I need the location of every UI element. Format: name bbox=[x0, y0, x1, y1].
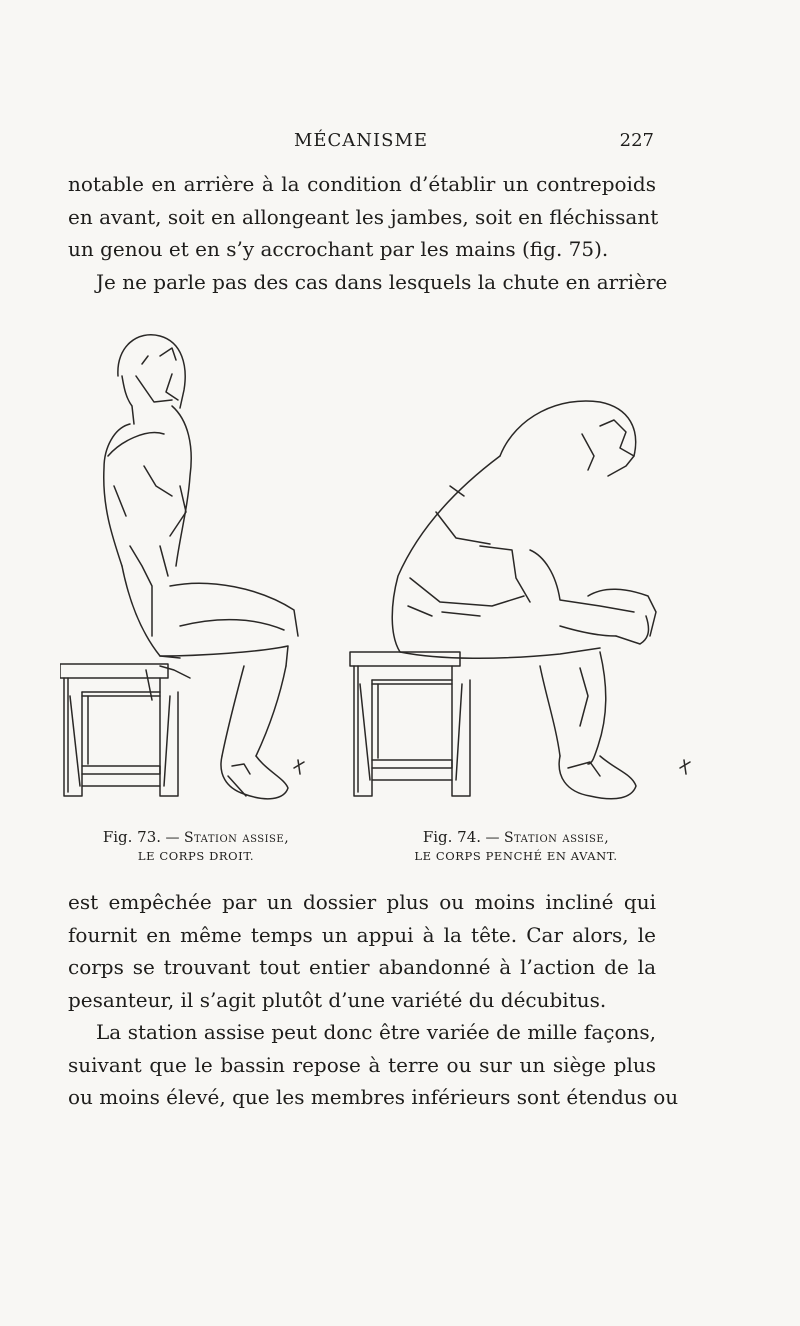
caption-subtitle: LE CORPS DROIT. bbox=[137, 849, 255, 863]
caption-fig-74 bbox=[396, 828, 636, 865]
figure-illustrations bbox=[60, 316, 700, 826]
text-line: en avant, soit en allongeant les jambes, soit en fléchissant bbox=[68, 204, 659, 229]
page-number: 227 bbox=[619, 130, 654, 151]
running-title: MÉCANISME bbox=[293, 130, 429, 151]
text-line: ou moins élevé, que les membres inférieurs sont étendus ou bbox=[68, 1085, 679, 1109]
text-line: fournit en même temps un appui à la tête. Car alors, le bbox=[68, 922, 656, 947]
seated-figures-illustration bbox=[60, 316, 700, 826]
text-line: est empêchée par un dossier plus ou moins incliné qui bbox=[68, 890, 656, 914]
text-line: un genou et en s’y accrochant par les mains (fig. 75). bbox=[68, 237, 609, 261]
page-header bbox=[68, 130, 654, 158]
text-line: corps se trouvant tout entier abandonné à l’action de la bbox=[68, 955, 656, 979]
text-line: La station assise peut donc être variée de mille façons, bbox=[96, 1020, 656, 1044]
caption-dash: — bbox=[485, 830, 500, 846]
caption-subtitle: LE CORPS PENCHÉ EN AVANT. bbox=[414, 849, 618, 863]
caption-number: Fig. 73. bbox=[102, 828, 162, 846]
paragraph-bottom bbox=[68, 886, 679, 1114]
figure-right-leaning-drawing bbox=[392, 401, 656, 799]
caption-fig-73 bbox=[96, 828, 296, 865]
text-line: suivant que le bassin repose à terre ou sur un siège plus bbox=[68, 1052, 656, 1077]
caption-dash: — bbox=[165, 830, 180, 846]
stool-left-drawing bbox=[60, 664, 178, 796]
caption-number: Fig. 74. bbox=[422, 828, 482, 846]
paragraph-top bbox=[68, 168, 668, 298]
text-line: pesanteur, il s’agit plutôt d’une variété du décubitus. bbox=[68, 987, 607, 1012]
stool-right-drawing bbox=[350, 652, 470, 796]
text-line: notable en arrière à la condition d’établir un contrepoids bbox=[68, 172, 656, 196]
caption-title: Station assise, bbox=[183, 830, 290, 846]
figure-left-upright-drawing bbox=[104, 335, 298, 799]
caption-title: Station assise, bbox=[503, 830, 610, 846]
text-line: Je ne parle pas des cas dans lesquels la chute en arrière bbox=[96, 269, 668, 294]
